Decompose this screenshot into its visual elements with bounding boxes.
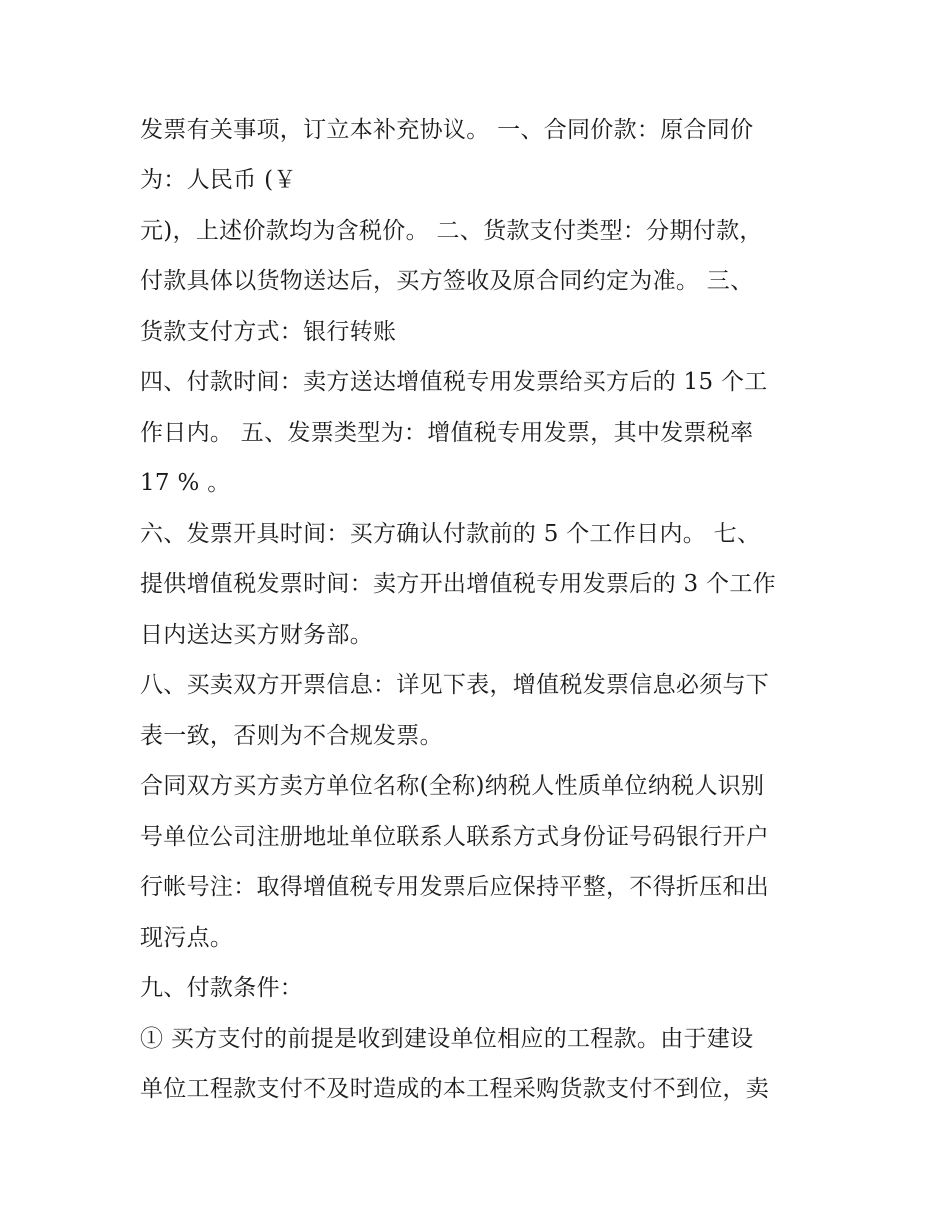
text-line: 九、付款条件： (140, 975, 304, 1001)
text-line: 表一致，否则为不合规发票。 (140, 723, 443, 749)
text-line: 行帐号注：取得增值税专用发票后应保持平整，不得折压和出 (140, 874, 770, 900)
text-line: 单位工程款支付不及时造成的本工程采购货款支付不到位，卖 (140, 1076, 770, 1102)
text-line: 元)，上述价款均为含税价。 二、货款支付类型：分期付款， (140, 218, 763, 244)
text-line: 号单位公司注册地址单位联系人联系方式身份证号码银行开户 (140, 824, 770, 850)
text-line: 日内送达买方财务部。 (140, 622, 373, 648)
text-line: 提供增值税发票时间：卖方开出增值税专用发票后的 3 个工作 (140, 571, 776, 597)
text-line: 四、付款时间：卖方送达增值税专用发票给买方后的 15 个工 (140, 369, 768, 395)
text-line: 现污点。 (140, 925, 234, 951)
text-line: 六、发票开具时间：买方确认付款前的 5 个工作日内。 七、 (140, 521, 761, 547)
text-line: ① 买方支付的前提是收到建设单位相应的工程款。由于建设 (140, 1026, 754, 1052)
text-line: 17 % 。 (140, 470, 231, 496)
text-line: 发票有关事项，订立本补充协议。 一、合同价款：原合同价 (140, 117, 754, 143)
text-line: 货款支付方式：银行转账 (140, 319, 397, 345)
text-line: 八、买卖双方开票信息：详见下表，增值税发票信息必须与下 (140, 672, 770, 698)
text-line: 合同双方买方卖方单位名称(全称)纳税人性质单位纳税人识别 (140, 773, 765, 799)
text-line: 作日内。 五、发票类型为：增值税专用发票，其中发票税率 (140, 420, 754, 446)
text-line: 付款具体以货物送达后，买方签收及原合同约定为准。 三、 (140, 268, 754, 294)
text-line: 为：人民币 (￥ (140, 167, 297, 193)
